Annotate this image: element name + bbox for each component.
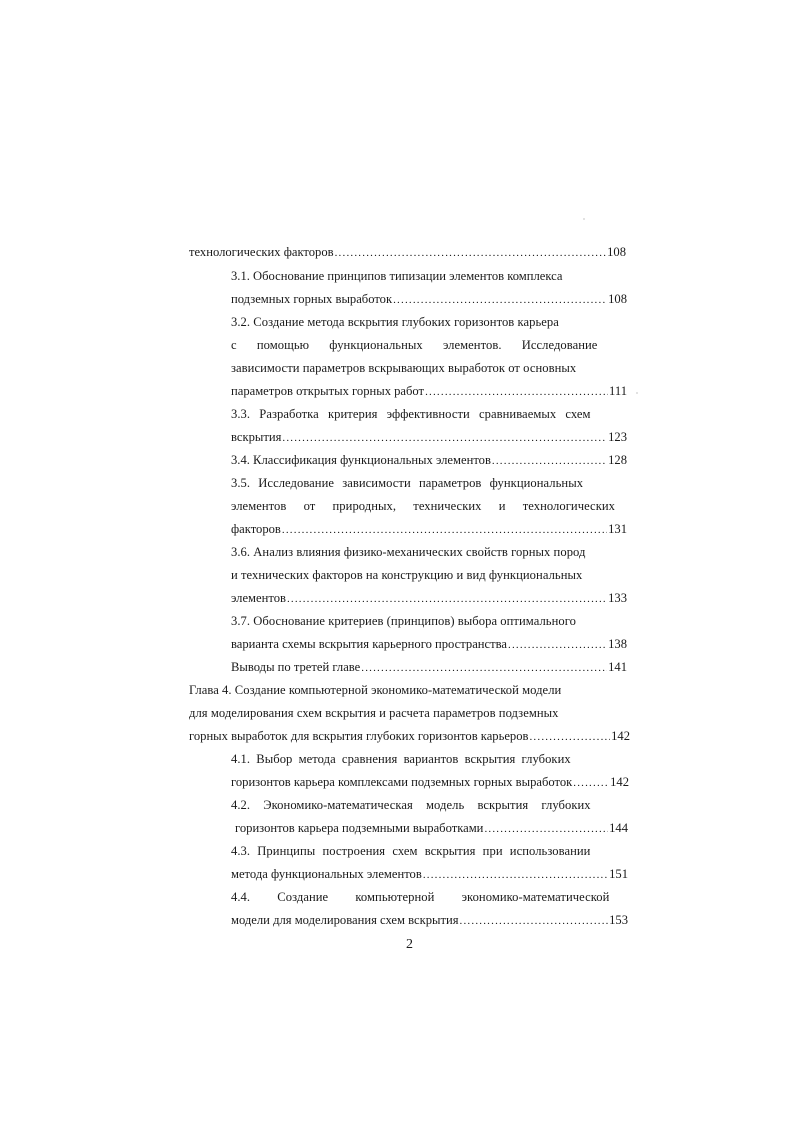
- toc-entry-text: для моделирования схем вскрытия и расчета параметров подземных: [189, 706, 559, 720]
- toc-entry-line: [231, 636, 627, 653]
- leader-dots: [423, 867, 608, 883]
- toc-entry-text: Выводы по третей главе: [231, 660, 361, 674]
- toc-entry-line: [189, 705, 559, 721]
- toc-page-number: 138: [608, 637, 627, 651]
- toc-entry-text: 3.1. Обоснование принципов типизации элементов комплекса: [231, 269, 563, 283]
- toc-entry-line: [231, 590, 627, 607]
- toc-entry-text: параметров открытых горных работ: [231, 384, 425, 398]
- toc-entry-line: [231, 912, 628, 929]
- toc-entry-line: [231, 774, 629, 791]
- toc-entry-text: зависимости параметров вскрывающих выработок от основных: [231, 361, 577, 375]
- toc-entry-line: [231, 751, 571, 767]
- toc-page-number: 111: [609, 384, 627, 398]
- leader-dots: [484, 821, 608, 837]
- toc-entry-line: [231, 544, 586, 560]
- toc-entry-text: Глава 4. Создание компьютерной экономико-математической модели: [189, 683, 562, 697]
- toc-entry-line: [231, 498, 615, 514]
- toc-entry-line: [231, 429, 627, 446]
- toc-entry-line: [231, 337, 597, 353]
- toc-entry-text: варианта схемы вскрытия карьерного пространства: [231, 637, 507, 651]
- toc-entry-text: подземных горных выработок: [231, 292, 393, 306]
- toc-entry-line: [231, 843, 590, 859]
- toc-entry-text: 3.7. Обоснование критериев (принципов) выбора оптимального: [231, 614, 576, 628]
- toc-page-number: 141: [608, 660, 627, 674]
- leader-dots: [573, 775, 609, 791]
- toc-entry-text: 4.3. Принципы построения схем вскрытия при использовании: [231, 844, 591, 858]
- toc-entry-line: [231, 889, 609, 905]
- toc-page-number: 108: [607, 245, 626, 259]
- toc-entry-line: [231, 797, 591, 813]
- toc-entry-text: 3.5. Исследование зависимости параметров функциональных: [231, 476, 584, 490]
- toc-page-number: 128: [608, 453, 627, 467]
- leader-dots: [460, 913, 609, 929]
- toc-entry-text: с помощью функциональных элементов. Исследование: [231, 338, 598, 352]
- toc-entry-line: [189, 728, 630, 745]
- toc-entry-text: факторов: [231, 522, 281, 536]
- toc-page-number: 108: [608, 292, 627, 306]
- scan-speck: [583, 218, 585, 220]
- toc-page-number: 151: [609, 867, 628, 881]
- toc-entry-text: метода функциональных элементов: [231, 867, 422, 881]
- toc-entry-line: [231, 475, 583, 491]
- toc-entry-line: [231, 268, 627, 284]
- toc-entry-line: [231, 360, 576, 376]
- toc-entry-line: [235, 820, 628, 837]
- toc-entry-line: [231, 314, 559, 330]
- toc-entry-line: [231, 291, 627, 308]
- leader-dots: [287, 591, 607, 607]
- toc-entry-text: элементов от природных, технических и технологических: [231, 499, 616, 513]
- toc-page-number: 133: [608, 591, 627, 605]
- toc-page-number: 142: [610, 775, 629, 789]
- toc-entry-text: 3.6. Анализ влияния физико-механических свойств горных пород: [231, 545, 586, 559]
- leader-dots: [529, 729, 610, 745]
- toc-page-number: 131: [608, 522, 627, 536]
- toc-entry-text: 3.2. Создание метода вскрытия глубоких горизонтов карьера: [231, 315, 559, 329]
- toc-entry-text: 3.4. Классификация функциональных элементов: [231, 453, 491, 467]
- toc-entry-text: и технических факторов на конструкцию и вид функциональных: [231, 568, 583, 582]
- toc-page-number: 144: [609, 821, 628, 835]
- toc-page-number: 153: [609, 913, 628, 927]
- toc-entry-text: 3.3. Разработка критерия эффективности сравниваемых схем: [231, 407, 591, 421]
- toc-entry-text: элементов: [231, 591, 286, 605]
- page-number: 2: [406, 937, 413, 952]
- leader-dots: [393, 292, 607, 308]
- leader-dots: [508, 637, 607, 653]
- toc-entry-line: [231, 383, 627, 400]
- toc-entry-text: вскрытия: [231, 430, 282, 444]
- leader-dots: [492, 453, 607, 469]
- toc-entry-text: 4.1. Выбор метода сравнения вариантов вскрытия глубоких: [231, 752, 571, 766]
- toc-entry-line: [231, 659, 627, 676]
- toc-page-number: 142: [611, 729, 630, 743]
- toc-entry-text: горных выработок для вскрытия глубоких горизонтов карьеров: [189, 729, 529, 743]
- toc-entry-text: 4.2. Экономико-математическая модель вскрытия глубоких: [231, 798, 591, 812]
- leader-dots: [282, 522, 607, 538]
- toc-entry-text: горизонтов карьера комплексами подземных горных выработок: [231, 775, 573, 789]
- toc-entry-line: [231, 452, 627, 469]
- toc-entry-text: модели для моделирования схем вскрытия: [231, 913, 459, 927]
- toc-entry-line: [231, 567, 582, 583]
- leader-dots: [335, 245, 607, 261]
- toc-entry-line: [189, 682, 561, 698]
- toc-page-number: 123: [608, 430, 627, 444]
- leader-dots: [425, 384, 608, 400]
- toc-entry-line: [231, 613, 576, 629]
- toc-entry-line: [189, 244, 626, 261]
- toc-entry-line: [231, 866, 628, 883]
- toc-entry-line: [231, 406, 591, 422]
- toc-entry-text: 4.4. Создание компьютерной экономико-математической: [231, 890, 610, 904]
- toc-entry-text: технологических факторов: [189, 245, 334, 259]
- scan-speck: [636, 392, 638, 394]
- toc-entry-line: [231, 521, 627, 538]
- leader-dots: [282, 430, 607, 446]
- toc-entry-text: горизонтов карьера подземными выработками: [235, 821, 484, 835]
- leader-dots: [361, 660, 607, 676]
